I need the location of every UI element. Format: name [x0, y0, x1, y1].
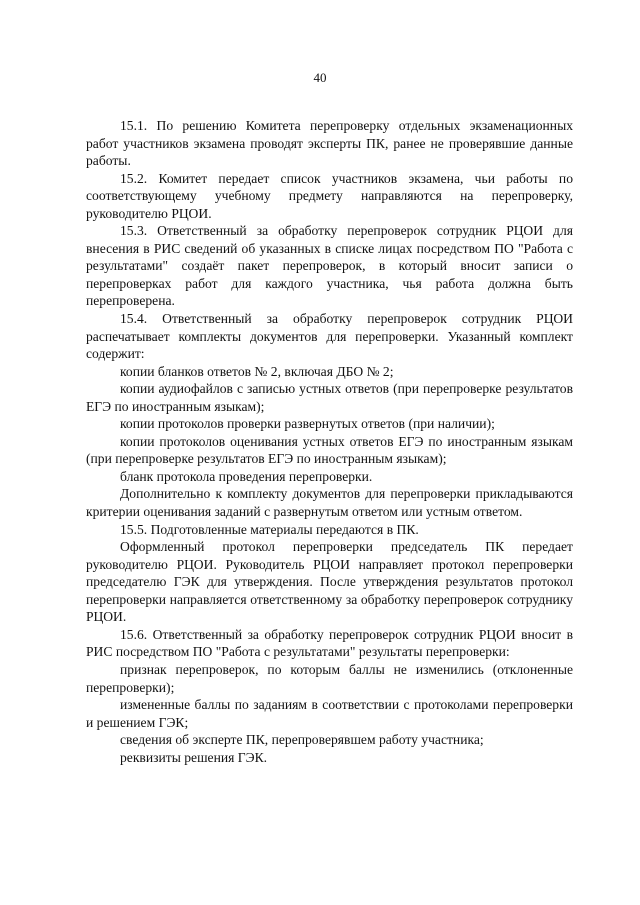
list-item-answer-forms: копии бланков ответов № 2, включая ДБО № 2;	[120, 363, 394, 379]
paragraph-15-3: 15.3. Ответственный за обработку перепроверок сотрудник РЦОИ для внесения в РИС сведений об указанных в списке лицах посредством ПО "Работа с результатами" создаёт пакет перепроверок, в который вносит записи о перепроверках работ для каждого участника, чья работа должна быть перепроверена.	[86, 223, 573, 309]
list-item-rejected-rechecks: признак перепроверок, по которым баллы не изменились (отклоненные перепроверки);	[86, 661, 573, 695]
paragraph-15-6: 15.6. Ответственный за обработку перепроверок сотрудник РЦОИ вносит в РИС посредством ПО "Работа с результатами" результаты перепроверки:	[86, 626, 573, 660]
list-item-recheck-form: бланк протокола проведения перепроверки.	[120, 468, 373, 484]
paragraph-protocol-approval: Оформленный протокол перепроверки председатель ПК передает руководителю РЦОИ. Руководитель РЦОИ направляет протокол перепроверки председателю ГЭК для утверждения. После утверждения результатов протокол перепроверки направляется ответственному за обработку перепроверок сотруднику РЦОИ.	[86, 539, 573, 625]
paragraph-15-2: 15.2. Комитет передает список участников экзамена, чьи работы по соответствующему учебному предмету направляются на перепроверку, руководителю РЦОИ.	[86, 170, 573, 221]
paragraph-15-5: 15.5. Подготовленные материалы передаются в ПК.	[120, 521, 419, 537]
paragraph-additional-criteria: Дополнительно к комплекту документов для перепроверки прикладываются критерии оценивания заданий с развернутым ответом или устным ответом.	[86, 486, 573, 520]
list-item-check-protocols: копии протоколов проверки развернутых ответов (при наличии);	[120, 416, 495, 432]
list-item-gek-decision: реквизиты решения ГЭК.	[120, 749, 268, 765]
document-body	[86, 117, 573, 766]
list-item-expert-info: сведения об эксперте ПК, перепроверявшем работу участника;	[120, 732, 484, 748]
list-item-audio-files: копии аудиофайлов с записью устных ответов (при перепроверке результатов ЕГЭ по иностранным языкам);	[86, 381, 573, 414]
paragraph-15-1: 15.1. По решению Комитета перепроверку отдельных экзаменационных работ участников экзамена проводят эксперты ПК, ранее не проверявшие данные работы.	[86, 118, 573, 169]
list-item-changed-scores: измененные баллы по заданиям в соответствии с протоколами перепроверки и решением ГЭК;	[86, 697, 573, 730]
list-item-oral-protocols: копии протоколов оценивания устных ответов ЕГЭ по иностранным языкам (при перепроверке результатов ЕГЭ по иностранным языкам);	[86, 433, 573, 467]
paragraph-15-4: 15.4. Ответственный за обработку перепроверок сотрудник РЦОИ распечатывает комплекты документов для перепроверки. Указанный комплект содержит:	[86, 311, 573, 362]
page-number: 40	[313, 70, 327, 85]
